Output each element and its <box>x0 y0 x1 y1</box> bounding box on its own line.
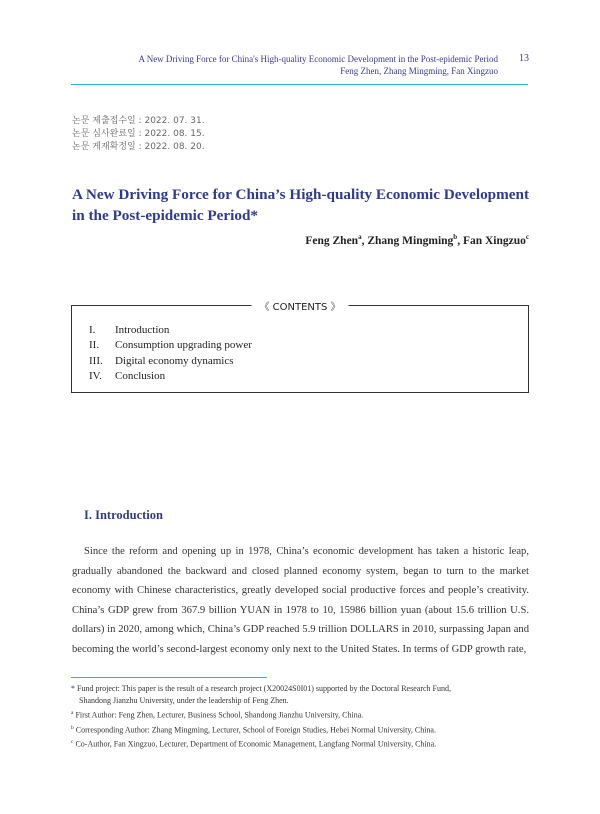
footnote-fund: * Fund project: This paper is the result of a research project (X20024S0I01) supported by the Doctoral Research Fund, <box>71 684 451 693</box>
footnote-co-author <box>71 736 531 751</box>
toc-label: Conclusion <box>115 369 166 382</box>
footnotes <box>71 683 531 751</box>
author-list: Feng Zhen$^a$, Zhang Mingming$^b$, Fan Xingzuo$^c$ <box>305 233 529 247</box>
footnote-text: Corresponding Author: Zhang Mingming, Lecturer, School of Foreign Studies, Hebei Normal University, China. <box>75 725 436 735</box>
author-name: Fan Xingzuo <box>462 234 526 247</box>
footnote-fund-continued: Shandong Jianzhu University, under the leadership of Feng Zhen. <box>79 696 289 705</box>
review-date: 논문 심사완료일 : 2022. 08. 15. <box>72 129 205 139</box>
footnote-mark: c <box>71 739 74 746</box>
footnote-mark: b <box>71 724 74 731</box>
contents-list <box>89 323 252 384</box>
toc-number: I. <box>89 324 96 336</box>
footnote-text: First Author: Feng Zhen, Lecturer, Business School, Shandong Jianzhu University, China. <box>75 710 364 720</box>
toc-number: III. <box>89 354 103 367</box>
footnote-first-author <box>71 707 531 722</box>
submission-dates <box>72 115 205 154</box>
contents-box <box>71 302 529 393</box>
author-name: Feng Zhen <box>305 234 359 247</box>
toc-number: IV. <box>89 369 102 382</box>
toc-item-conclusion <box>89 369 252 384</box>
section-heading: I. Introduction <box>84 508 163 522</box>
paper-title-line2: in the Post-epidemic Period* <box>72 207 259 224</box>
footnote-divider <box>71 677 267 678</box>
contents-title: 《 CONTENTS 》 <box>251 298 348 313</box>
author-affiliation-mark: b <box>453 233 458 241</box>
author-affiliation-mark: a <box>358 233 362 241</box>
toc-label: Introduction <box>115 324 170 336</box>
footnote-corresponding-author <box>71 722 531 737</box>
paper-title <box>72 184 532 226</box>
footnote-text: Co-Author, Fan Xingzuo, Lecturer, Department of Economic Management, Langfang Normal University, China. <box>75 739 437 749</box>
toc-label: Consumption upgrading power <box>115 339 252 352</box>
footnote-mark: a <box>71 710 74 716</box>
header-divider <box>71 84 528 85</box>
author-affiliation-mark: c <box>525 233 529 241</box>
submission-date: 논문 제출접수일 : 2022. 07. 31. <box>72 116 205 126</box>
running-header-title: A New Driving Force for China's High-quality Economic Development in the Post-epidemic Period <box>138 54 498 64</box>
running-header-authors: Feng Zhen, Zhang Mingming, Fan Xingzuo <box>340 66 498 76</box>
toc-label: Digital economy dynamics <box>115 354 234 367</box>
body-paragraph: Since the reform and opening up in 1978, China’s economic development has taken a historic leap, gradually abandoned the backward and closed planned economy system, began to turn to the market economy with Chinese characteristics, greatly developed social productive forces and people’s creativity. China’s GDP grew from 367.9 billion YUAN in 1978 to 10, 15986 billion yuan (about 15.6 trillion U.S. dollars) in 2020, among which, China’s GDP reached 5.9 trillion DOLLARS in 2010, surpassing Japan and becoming the world’s second-largest economy only next to the United States. In terms of GDP growth rate, <box>72 546 529 655</box>
toc-item-consumption <box>89 338 252 353</box>
acceptance-date: 논문 게재확정일 : 2022. 08. 20. <box>72 142 205 152</box>
page-number: 13 <box>519 53 529 64</box>
running-header <box>60 53 530 77</box>
toc-item-introduction <box>89 323 252 338</box>
paper-title-line1: A New Driving Force for China’s High-quality Economic Development <box>72 186 530 203</box>
toc-item-digital-economy <box>89 354 252 369</box>
author-name: Zhang Mingming <box>367 234 454 247</box>
toc-number: II. <box>89 339 100 352</box>
